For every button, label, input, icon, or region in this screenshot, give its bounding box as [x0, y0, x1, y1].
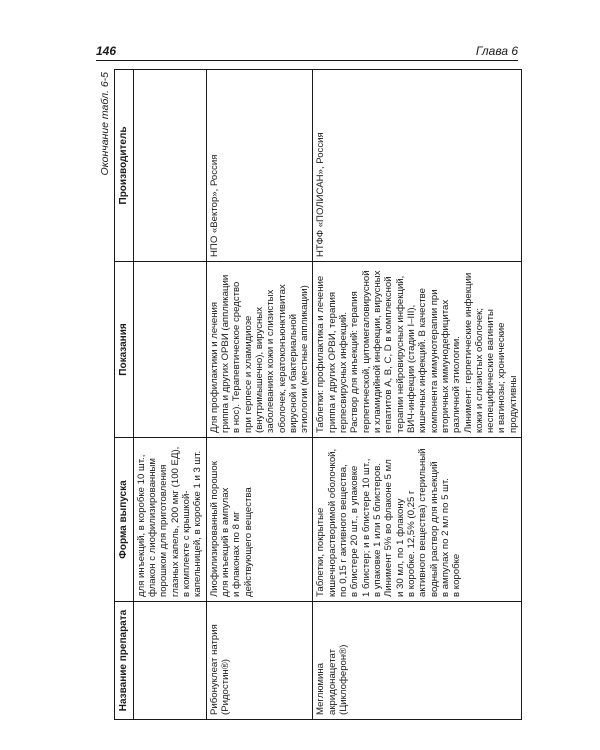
cell-indications [133, 262, 206, 438]
table-row [313, 70, 522, 720]
cell-indications: Для профилактики и лечения гриппа и других ОРВИ (аппликации в нос). Терапевтическое средство при герпесе и хламидиозе (внутримышечно), вирусных заболеваниях кожи и слизистых оболочек, кератоконъюнктивитах вирусной и бактериальной этиологии (местные аппликации) [206, 262, 313, 438]
cell-release-form: Лиофилизированный порошок для инъекций в ампулах и флаконах по 8 мг действующего вещества [206, 438, 313, 602]
cell-producer: НТФФ «ПОЛИСАН», Россия [313, 70, 522, 262]
cell-drug-name: Меглюмина акридонацетат (Циклоферон®) [313, 602, 522, 720]
cell-indications: Таблетки: профилактика и лечение гриппа и других ОРВИ, терапия герпесвирусных инфекций. Раствор для инъекций: терапия герпетической, цитомегаловирусной и хламидийной инфекции, вирусных гепатитов A, B, C, D в комплексной терапии нейровирусных инфекций, ВИЧ-инфекции (стадии I–III), кишечных инфекций. В качестве компонента иммунотерапии при вторичных иммунодефицитах различной этиологии. Линимент: герпетические инфекции кожи и слизистых оболочек; неспецифические вагиниты и вагинозы; хронические продуктивны [313, 262, 522, 438]
cell-release-form: Таблетки, покрытые кишечнорастворимой оболочкой, по 0,15 г активного вещества, в блистере 20 шт., в упаковке 1 блистер; и в блистере 10 шт., в упаковке 1 или 5 блистеров. Линимент 5% во флаконе 5 мл и 30 мл, по 1 флакону в коробке. 12,5% (0,25 г активного вещества) стерильный водный раствор для инъекций в ампулах по 2 мл по 5 шт. в коробке [313, 438, 522, 602]
page-number: 146 [96, 44, 117, 58]
chapter-title: Глава 6 [475, 44, 518, 58]
cell-release-form: для инъекций, в коробке 10 шт., флакон с лиофилизированным порошком для приготовления глазных капель, 200 мкг (100 ЕД), в комплекте с крышкой- капельницей, в коробке 1 и 3 шт. [133, 438, 206, 602]
rotated-table-content [96, 70, 519, 720]
cell-drug-name [133, 602, 206, 720]
column-header-name: Название препарата [115, 602, 134, 720]
column-header-form: Форма выпуска [115, 438, 134, 602]
drug-table [114, 69, 522, 720]
cell-drug-name: Рибонуклеат натрия (Ридостин®) [206, 602, 313, 720]
header-rule [96, 60, 518, 61]
cell-producer [133, 70, 206, 262]
table-row [133, 70, 206, 720]
column-header-indications: Показания [115, 262, 134, 438]
table-row [206, 70, 313, 720]
rotated-table-area [96, 70, 600, 715]
table-continuation-label: Окончание табл. 6-5 [99, 72, 111, 176]
table-header-row [115, 70, 134, 720]
column-header-producer: Производитель [115, 70, 134, 262]
cell-producer: НПО «Вектор», Россия [206, 70, 313, 262]
